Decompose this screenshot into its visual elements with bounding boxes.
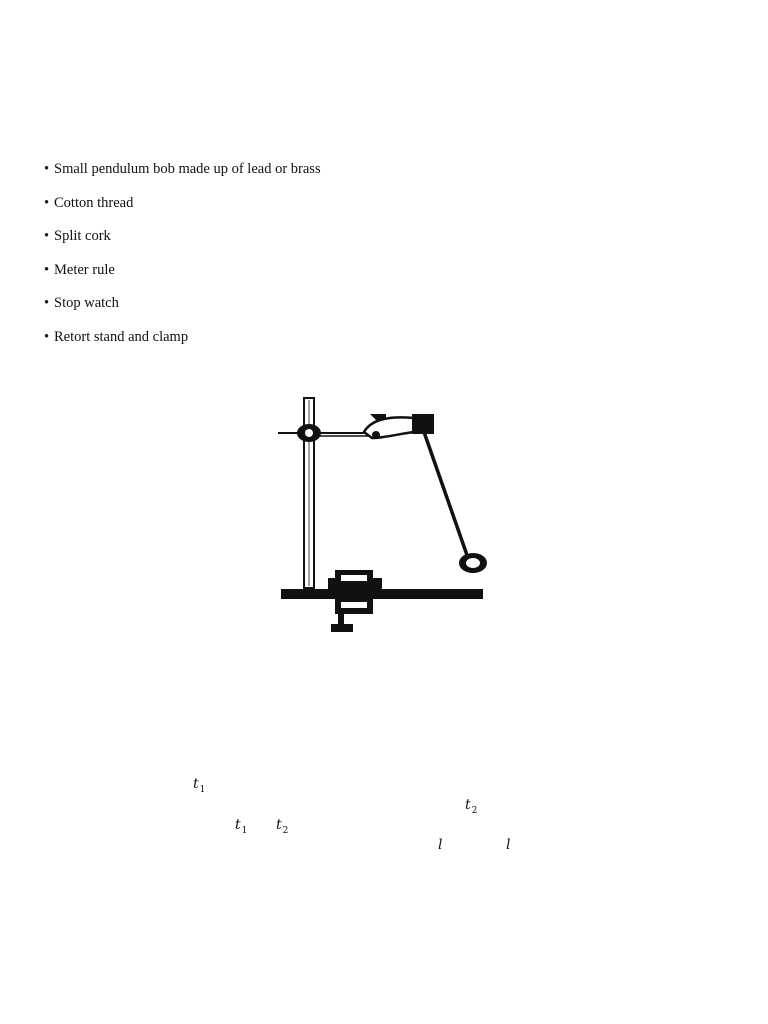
- list-item: [44, 227, 321, 246]
- bullet: •: [44, 194, 50, 211]
- list-item: [44, 294, 321, 313]
- symbol-base: l: [506, 837, 511, 853]
- length-symbol-l: [438, 837, 442, 853]
- symbol-subscript: 2: [282, 826, 289, 836]
- symbol-base: l: [438, 837, 443, 853]
- symbol-base: t: [193, 776, 199, 792]
- length-symbol-l: [506, 837, 510, 853]
- symbol-base: t: [235, 817, 241, 833]
- list-item: [44, 261, 321, 280]
- material-label: Split cork: [54, 228, 111, 245]
- list-item: [44, 194, 321, 213]
- material-label: Small pendulum bob made up of lead or brass: [54, 161, 321, 177]
- bullet: •: [44, 228, 50, 245]
- materials-list: [44, 160, 321, 362]
- time-symbol-t2: [465, 797, 477, 815]
- bullet: •: [44, 328, 50, 345]
- bullet: •: [44, 295, 50, 312]
- symbol-subscript: 1: [199, 785, 206, 795]
- material-label: Retort stand and clamp: [54, 328, 189, 345]
- bullet: •: [44, 261, 50, 278]
- time-symbol-t1: [235, 817, 247, 835]
- symbol-subscript: 1: [241, 826, 248, 836]
- symbol-subscript: 2: [471, 806, 478, 816]
- list-item: [44, 328, 321, 347]
- time-symbol-t2: [276, 817, 288, 835]
- material-label: Stop watch: [54, 295, 119, 312]
- pendulum-apparatus-diagram: [270, 390, 500, 640]
- boss-head: [297, 424, 321, 442]
- symbol-base: t: [465, 797, 471, 813]
- time-symbol-t1: [193, 776, 205, 794]
- base-clamp: [328, 570, 382, 632]
- pendulum-bob: [459, 553, 487, 573]
- bullet: •: [44, 161, 50, 177]
- symbol-base: t: [276, 817, 282, 833]
- list-item: [44, 160, 321, 179]
- clamp-arm: [278, 433, 372, 436]
- pendulum-thread: [424, 432, 468, 558]
- material-label: Cotton thread: [54, 194, 134, 211]
- material-label: Meter rule: [54, 261, 115, 278]
